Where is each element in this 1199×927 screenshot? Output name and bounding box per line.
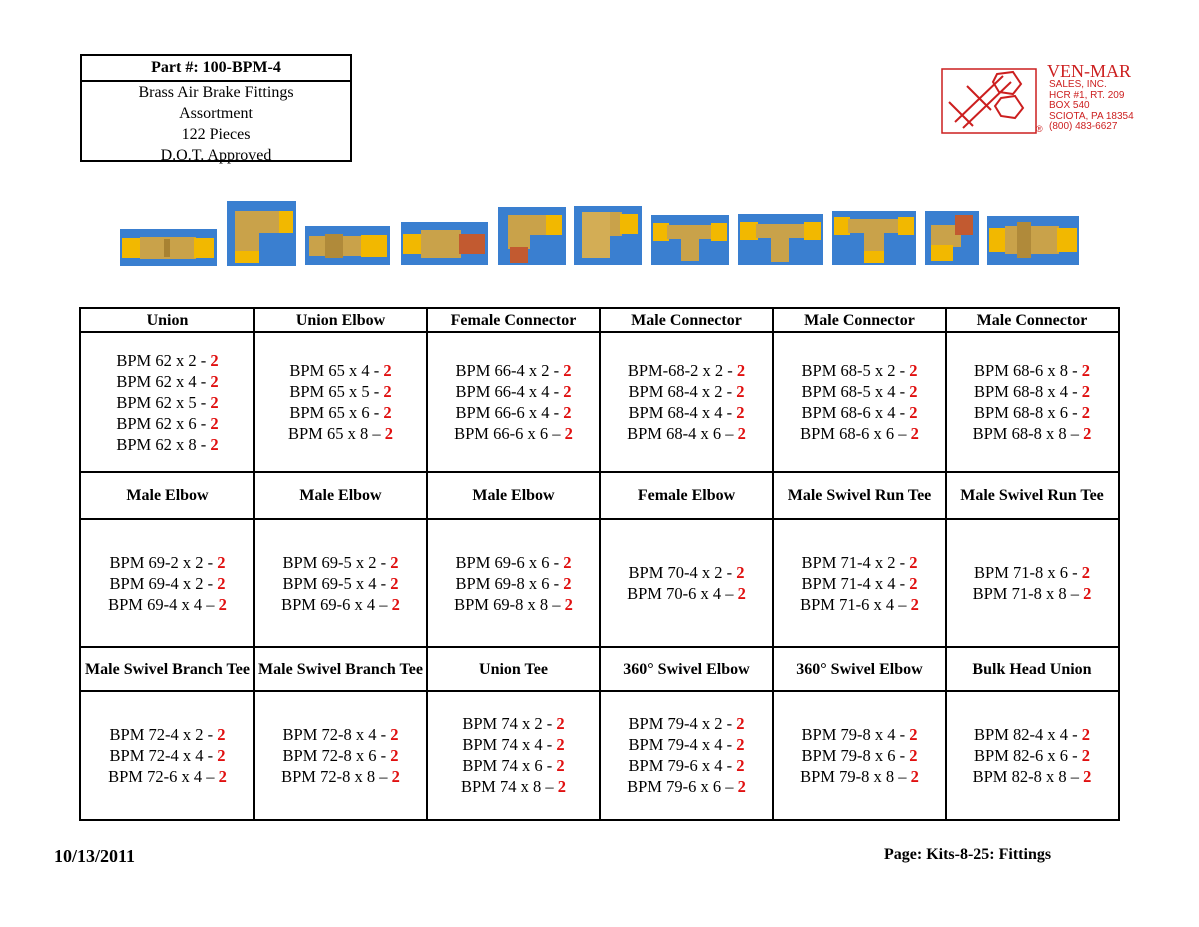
part-code: BPM 65 x 4 - xyxy=(289,361,384,380)
part-code: BPM 68-8 x 8 – xyxy=(972,424,1084,443)
part-item xyxy=(628,360,745,381)
part-item xyxy=(802,724,918,745)
part-code: BPM 69-4 x 4 – xyxy=(108,594,219,614)
category-header: 360° Swivel Elbow xyxy=(796,660,923,678)
part-item xyxy=(802,360,918,381)
category-header: Male Elbow xyxy=(472,487,555,504)
part-code: BPM 68-4 x 4 - xyxy=(628,403,737,422)
part-quantity: 2 xyxy=(737,424,746,443)
part-code: BPM 68-6 x 6 – xyxy=(800,424,911,443)
ven-mar-logo-mark xyxy=(941,68,1037,134)
part-list-cell xyxy=(601,333,772,471)
part-item xyxy=(456,381,572,402)
part-quantity: 2 xyxy=(1081,563,1090,582)
part-quantity: 2 xyxy=(737,584,746,603)
part-item xyxy=(283,724,399,745)
part-quantity: 2 xyxy=(1081,403,1090,422)
category-header: 360° Swivel Elbow xyxy=(623,660,750,678)
part-code: BPM 68-8 x 6 - xyxy=(974,403,1082,422)
part-quantity: 2 xyxy=(391,594,400,614)
part-item xyxy=(461,776,566,797)
part-code: BPM 79-8 x 4 - xyxy=(801,724,910,744)
part-code: BPM-68-2 x 2 - xyxy=(627,361,737,380)
part-item xyxy=(629,713,745,734)
part-quantity: 2 xyxy=(556,756,565,775)
part-list-cell xyxy=(774,692,945,818)
part-item xyxy=(108,766,227,787)
fitting-photo-swivel-run-tee-2 xyxy=(738,214,823,265)
part-quantity: 2 xyxy=(564,424,573,443)
part-quantity: 2 xyxy=(390,724,399,744)
part-code: BPM 79-6 x 4 - xyxy=(628,756,737,775)
part-code: BPM 62 x 8 - xyxy=(116,434,211,454)
part-code: BPM 66-4 x 2 - xyxy=(455,361,564,380)
part-item xyxy=(110,745,226,766)
part-item xyxy=(974,745,1090,766)
logo-brand: VEN-MAR xyxy=(1047,61,1131,81)
category-header: Male Connector xyxy=(631,312,742,329)
part-item xyxy=(802,745,918,766)
fitting-photo-female-elbow xyxy=(574,206,642,265)
part-item xyxy=(108,594,227,615)
part-desc-line-3: 122 Pieces xyxy=(181,126,251,143)
part-quantity: 2 xyxy=(1083,584,1092,603)
part-quantity: 2 xyxy=(210,371,219,391)
category-header: Male Connector xyxy=(976,312,1088,329)
part-code: BPM 74 x 4 - xyxy=(462,735,557,754)
part-item xyxy=(800,766,919,787)
fitting-photo-union-tee xyxy=(832,211,916,265)
part-quantity: 2 xyxy=(1083,766,1092,786)
fitting-photo-swivel-run-tee xyxy=(651,215,729,265)
part-code: BPM 69-6 x 6 - xyxy=(455,552,564,572)
part-item xyxy=(973,766,1092,787)
part-code: BPM 79-8 x 6 - xyxy=(801,745,910,765)
part-quantity: 2 xyxy=(1081,724,1090,744)
part-list-cell xyxy=(428,520,599,646)
part-code: BPM 71-6 x 4 – xyxy=(800,594,911,614)
part-item xyxy=(110,573,226,594)
footer-date: 10/13/2011 xyxy=(54,846,136,866)
part-quantity: 2 xyxy=(1081,361,1090,380)
part-code: BPM 62 x 2 - xyxy=(116,350,211,370)
fitting-photo-male-elbow xyxy=(498,207,566,265)
part-quantity: 2 xyxy=(736,735,745,754)
part-quantity: 2 xyxy=(910,766,919,786)
part-quantity: 2 xyxy=(564,594,573,614)
part-info-box xyxy=(80,54,352,162)
part-code: BPM 65 x 6 - xyxy=(289,403,384,422)
part-code: BPM 82-8 x 8 – xyxy=(972,766,1084,786)
part-quantity: 2 xyxy=(736,382,745,401)
part-code: BPM 79-4 x 4 - xyxy=(628,735,737,754)
part-item xyxy=(800,594,919,615)
part-item xyxy=(629,381,745,402)
category-header: Male Connector xyxy=(804,312,915,329)
part-item xyxy=(802,402,918,423)
logo-address-line: (800) 483-6627 xyxy=(1049,121,1118,132)
category-header: Male Elbow xyxy=(299,487,382,504)
part-code: BPM 82-6 x 6 - xyxy=(974,745,1082,765)
fitting-photo-union xyxy=(120,229,217,266)
part-item xyxy=(629,562,745,583)
part-item xyxy=(281,766,400,787)
part-item xyxy=(973,423,1092,444)
part-quantity: 2 xyxy=(736,714,745,733)
logo-address xyxy=(1049,80,1134,133)
part-code: BPM 79-4 x 2 - xyxy=(628,714,737,733)
part-item xyxy=(629,734,745,755)
footer-page-label: Page: Kits-8-25: Fittings xyxy=(884,846,1052,863)
part-quantity: 2 xyxy=(557,777,566,796)
part-item xyxy=(289,381,391,402)
part-code: BPM 79-6 x 6 – xyxy=(627,777,738,796)
part-code: BPM 79-8 x 8 – xyxy=(800,766,911,786)
part-code: BPM 74 x 6 - xyxy=(462,756,557,775)
part-quantity: 2 xyxy=(217,573,226,593)
part-quantity: 2 xyxy=(217,745,226,765)
part-code: BPM 66-6 x 4 - xyxy=(455,403,564,422)
part-quantity: 2 xyxy=(910,594,919,614)
part-item xyxy=(456,573,572,594)
part-list-cell xyxy=(428,333,599,471)
part-item xyxy=(800,423,919,444)
part-code: BPM 72-8 x 8 – xyxy=(281,766,392,786)
part-item xyxy=(454,594,573,615)
part-list-cell xyxy=(947,520,1117,646)
part-item xyxy=(116,392,218,413)
part-quantity: 2 xyxy=(736,361,746,380)
part-code: BPM 68-5 x 2 - xyxy=(801,361,910,380)
category-header: Union Elbow xyxy=(295,312,386,329)
part-list-cell xyxy=(774,520,945,646)
part-item xyxy=(110,724,226,745)
part-item xyxy=(283,552,399,573)
part-code: BPM 71-4 x 2 - xyxy=(801,552,910,572)
part-quantity: 2 xyxy=(390,573,399,593)
part-code: BPM 69-8 x 8 – xyxy=(454,594,565,614)
category-header: Female Elbow xyxy=(637,487,736,504)
part-quantity: 2 xyxy=(909,573,918,593)
part-item xyxy=(802,381,918,402)
part-quantity: 2 xyxy=(210,413,219,433)
part-code: BPM 70-4 x 2 - xyxy=(628,563,737,582)
logo-address-line: SCIOTA, PA 18354 xyxy=(1049,110,1134,122)
part-code: BPM 72-8 x 6 - xyxy=(282,745,391,765)
part-list-cell xyxy=(428,692,599,818)
part-quantity: 2 xyxy=(910,424,919,443)
part-item xyxy=(116,350,218,371)
part-item xyxy=(974,724,1090,745)
part-quantity: 2 xyxy=(909,382,918,401)
fitting-photo-bulk-head-union xyxy=(987,216,1079,265)
part-item xyxy=(627,423,746,444)
part-quantity: 2 xyxy=(736,403,745,422)
part-item xyxy=(281,594,400,615)
part-code: BPM 69-5 x 4 - xyxy=(282,573,391,593)
part-quantity: 2 xyxy=(563,361,572,380)
part-quantity: 2 xyxy=(737,777,746,796)
part-quantity: 2 xyxy=(909,745,918,765)
part-item xyxy=(974,562,1090,583)
part-quantity: 2 xyxy=(383,403,392,422)
part-code: BPM 70-6 x 4 – xyxy=(627,584,738,603)
part-item xyxy=(629,755,745,776)
part-desc-line-2: Assortment xyxy=(179,105,253,122)
part-item xyxy=(289,402,391,423)
category-header: Union Tee xyxy=(479,660,548,678)
fitting-photo-union-elbow xyxy=(227,201,296,266)
part-code: BPM 68-8 x 4 - xyxy=(974,382,1082,401)
part-quantity: 2 xyxy=(736,563,745,582)
logo-address-line: SALES, INC. xyxy=(1049,79,1107,90)
part-quantity: 2 xyxy=(909,361,918,380)
part-code: BPM 69-8 x 6 - xyxy=(455,573,564,593)
part-code: BPM 62 x 6 - xyxy=(116,413,211,433)
part-quantity: 2 xyxy=(217,552,226,572)
part-quantity: 2 xyxy=(390,745,399,765)
part-list-cell xyxy=(601,520,772,646)
part-item xyxy=(289,360,391,381)
part-code: BPM 68-5 x 4 - xyxy=(801,382,910,401)
part-item xyxy=(802,552,918,573)
part-quantity: 2 xyxy=(391,766,400,786)
part-item xyxy=(283,745,399,766)
part-item xyxy=(116,413,218,434)
part-code: BPM 65 x 8 – xyxy=(288,424,385,443)
part-list-cell xyxy=(82,333,253,471)
part-item xyxy=(110,552,226,573)
part-desc-line-4: D.O.T. Approved xyxy=(160,147,272,164)
part-item xyxy=(974,402,1090,423)
part-code: BPM 68-6 x 4 - xyxy=(801,403,910,422)
part-list-cell xyxy=(255,520,426,646)
part-code: BPM 69-4 x 2 - xyxy=(109,573,218,593)
part-code: BPM 62 x 5 - xyxy=(116,392,211,412)
part-item xyxy=(462,734,564,755)
part-item xyxy=(454,423,573,444)
part-code: BPM 68-6 x 8 - xyxy=(974,361,1082,380)
fitting-photo-male-connector xyxy=(401,222,488,265)
part-code: BPM 71-4 x 4 - xyxy=(801,573,910,593)
category-header: Bulk Head Union xyxy=(972,660,1092,678)
category-header: Male Elbow xyxy=(126,487,209,504)
part-code: BPM 68-4 x 2 - xyxy=(628,382,737,401)
part-item xyxy=(462,713,564,734)
logo-address-line: HCR #1, RT. 209 xyxy=(1049,89,1125,101)
fitting-photo-female-connector xyxy=(305,226,390,265)
part-quantity: 2 xyxy=(556,714,565,733)
company-logo xyxy=(941,62,1171,142)
category-header: Male Swivel Branch Tee xyxy=(258,660,423,678)
category-header: Male Swivel Run Tee xyxy=(960,487,1104,504)
part-item xyxy=(973,583,1092,604)
part-quantity: 2 xyxy=(210,392,219,412)
part-item xyxy=(116,434,218,455)
part-item xyxy=(629,402,745,423)
part-quantity: 2 xyxy=(383,382,392,401)
part-quantity: 2 xyxy=(217,724,226,744)
part-quantity: 2 xyxy=(563,573,572,593)
part-code: BPM 74 x 2 - xyxy=(462,714,557,733)
part-item xyxy=(627,776,746,797)
category-header: Union xyxy=(146,312,189,329)
registered-mark: ® xyxy=(1036,124,1043,134)
part-item xyxy=(974,381,1090,402)
part-list-cell xyxy=(947,692,1117,818)
part-list-cell xyxy=(82,692,253,818)
part-quantity: 2 xyxy=(1081,745,1090,765)
part-item xyxy=(627,583,746,604)
part-quantity: 2 xyxy=(390,552,399,572)
part-list-cell xyxy=(947,333,1117,471)
part-quantity: 2 xyxy=(1081,382,1090,401)
part-item xyxy=(288,423,393,444)
part-code: BPM 72-4 x 2 - xyxy=(109,724,218,744)
fitting-photo-360-swivel-elbow xyxy=(925,211,979,265)
category-header: Male Swivel Run Tee xyxy=(787,487,932,504)
part-code: BPM 82-4 x 4 - xyxy=(974,724,1082,744)
logo-address-line: BOX 540 xyxy=(1049,100,1090,111)
part-quantity: 2 xyxy=(563,552,572,572)
part-quantity: 2 xyxy=(909,403,918,422)
part-code: BPM 72-6 x 4 – xyxy=(108,766,219,786)
part-code: BPM 71-8 x 6 - xyxy=(974,563,1082,582)
part-code: BPM 72-4 x 4 - xyxy=(109,745,218,765)
part-code: BPM 71-8 x 8 – xyxy=(972,584,1084,603)
part-item xyxy=(456,360,572,381)
part-code: BPM 69-5 x 2 - xyxy=(282,552,391,572)
part-quantity: 2 xyxy=(909,724,918,744)
part-quantity: 2 xyxy=(218,766,227,786)
part-code: BPM 69-6 x 4 – xyxy=(281,594,392,614)
part-quantity: 2 xyxy=(384,424,393,443)
part-quantity: 2 xyxy=(210,350,219,370)
part-quantity: 2 xyxy=(563,403,572,422)
part-list-cell xyxy=(601,692,772,818)
part-item xyxy=(462,755,564,776)
part-quantity: 2 xyxy=(218,594,227,614)
category-header: Male Swivel Branch Tee xyxy=(85,660,250,678)
category-header: Female Connector xyxy=(450,312,577,329)
part-item xyxy=(283,573,399,594)
part-quantity: 2 xyxy=(563,382,572,401)
part-code: BPM 66-6 x 6 – xyxy=(454,424,565,443)
part-number: Part #: 100-BPM-4 xyxy=(82,56,350,82)
part-list-cell xyxy=(82,520,253,646)
part-quantity: 2 xyxy=(383,361,392,380)
part-quantity: 2 xyxy=(736,756,745,775)
part-item xyxy=(456,552,572,573)
part-code: BPM 66-4 x 4 - xyxy=(455,382,564,401)
part-code: BPM 62 x 4 - xyxy=(116,371,211,391)
part-item xyxy=(974,360,1090,381)
part-item xyxy=(802,573,918,594)
part-list-cell xyxy=(255,333,426,471)
part-quantity: 2 xyxy=(909,552,918,572)
part-code: BPM 68-4 x 6 – xyxy=(627,424,738,443)
part-list-cell xyxy=(255,692,426,818)
part-quantity: 2 xyxy=(210,434,219,454)
part-quantity: 2 xyxy=(1083,424,1092,443)
part-item xyxy=(116,371,218,392)
fittings-table xyxy=(79,307,1120,821)
part-list-cell xyxy=(774,333,945,471)
part-code: BPM 72-8 x 4 - xyxy=(282,724,391,744)
part-code: BPM 69-2 x 2 - xyxy=(109,552,218,572)
part-quantity: 2 xyxy=(556,735,565,754)
part-code: BPM 74 x 8 – xyxy=(461,777,558,796)
part-desc-line-1: Brass Air Brake Fittings xyxy=(138,84,294,101)
part-code: BPM 65 x 5 - xyxy=(289,382,384,401)
part-item xyxy=(456,402,572,423)
